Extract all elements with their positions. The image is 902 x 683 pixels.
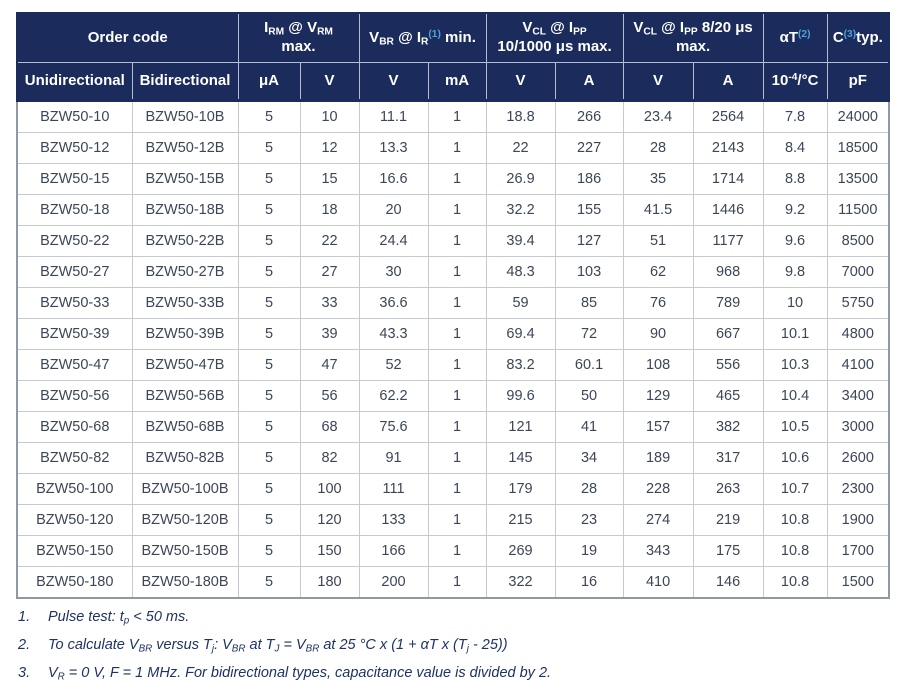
header-c-typ: C$^{(3)}$typ. [827,13,889,63]
value-cell: 27 [300,257,359,288]
value-cell: 5 [238,257,300,288]
value-cell: 91 [359,443,428,474]
table-row [17,567,889,599]
value-cell: 1 [428,195,486,226]
value-cell: 3400 [827,381,889,412]
value-cell: 11500 [827,195,889,226]
order-code-unidirectional: BZW50-27 [17,257,132,288]
table-row [17,288,889,319]
value-cell: 10 [300,101,359,133]
value-cell: 5 [238,195,300,226]
value-cell: 382 [693,412,763,443]
value-cell: 9.6 [763,226,827,257]
order-code-bidirectional: BZW50-56B [132,381,238,412]
order-code-bidirectional: BZW50-120B [132,505,238,536]
unit-milliamp: mA [428,63,486,101]
order-code-unidirectional: BZW50-15 [17,164,132,195]
value-cell: 36.6 [359,288,428,319]
value-cell: 8.8 [763,164,827,195]
value-cell: 41.5 [623,195,693,226]
value-cell: 26.9 [486,164,555,195]
value-cell: 13500 [827,164,889,195]
header-group-row [17,13,889,63]
value-cell: 28 [555,474,623,505]
unit-per-degc: $10^{-4}/^\circ C$ [763,63,827,101]
value-cell: 32.2 [486,195,555,226]
value-cell: 274 [623,505,693,536]
value-cell: 69.4 [486,319,555,350]
value-cell: 219 [693,505,763,536]
value-cell: 5 [238,133,300,164]
header-vcl-ipp-10-1000: $V_{CL}$ @ $I_{PP}$ 10/1000 μs max. [486,13,623,63]
value-cell: 1 [428,133,486,164]
value-cell: 556 [693,350,763,381]
header-irm-vrm-max: $I_{RM}$ @ $V_{RM}$ max. [238,13,359,63]
value-cell: 33 [300,288,359,319]
unit-volt-vbr: V [359,63,428,101]
value-cell: 5 [238,474,300,505]
value-cell: 1446 [693,195,763,226]
value-cell: 1 [428,257,486,288]
table-row [17,350,889,381]
order-code-bidirectional: BZW50-68B [132,412,238,443]
footnotes [18,607,888,683]
value-cell: 1714 [693,164,763,195]
value-cell: 9.8 [763,257,827,288]
value-cell: 1 [428,536,486,567]
value-cell: 39.4 [486,226,555,257]
value-cell: 5 [238,536,300,567]
order-code-bidirectional: BZW50-180B [132,567,238,599]
electrical-characteristics-table [16,12,890,599]
value-cell: 23 [555,505,623,536]
value-cell: 50 [555,381,623,412]
value-cell: 968 [693,257,763,288]
value-cell: 5 [238,164,300,195]
value-cell: 5 [238,350,300,381]
footnote-text: Pulse test: $t_p < 50$ ms. [48,609,190,627]
order-code-unidirectional: BZW50-18 [17,195,132,226]
value-cell: 99.6 [486,381,555,412]
value-cell: 5 [238,288,300,319]
value-cell: 1900 [827,505,889,536]
value-cell: 133 [359,505,428,536]
value-cell: 5 [238,505,300,536]
order-code-bidirectional: BZW50-27B [132,257,238,288]
value-cell: 9.2 [763,195,827,226]
value-cell: 108 [623,350,693,381]
value-cell: 5 [238,319,300,350]
order-code-unidirectional: BZW50-100 [17,474,132,505]
unit-volt-vrm: V [300,63,359,101]
value-cell: 1 [428,474,486,505]
order-code-unidirectional: BZW50-33 [17,288,132,319]
value-cell: 667 [693,319,763,350]
unit-amp-ipp1: A [555,63,623,101]
order-code-bidirectional: BZW50-150B [132,536,238,567]
value-cell: 47 [300,350,359,381]
table-row [17,133,889,164]
unit-microamp: μA [238,63,300,101]
value-cell: 1 [428,101,486,133]
value-cell: 317 [693,443,763,474]
value-cell: 10.3 [763,350,827,381]
value-cell: 189 [623,443,693,474]
value-cell: 1 [428,350,486,381]
value-cell: 4800 [827,319,889,350]
value-cell: 100 [300,474,359,505]
value-cell: 2564 [693,101,763,133]
value-cell: 127 [555,226,623,257]
value-cell: 465 [693,381,763,412]
value-cell: 83.2 [486,350,555,381]
value-cell: 10.5 [763,412,827,443]
header-unit-row [17,63,889,101]
value-cell: 12 [300,133,359,164]
value-cell: 85 [555,288,623,319]
value-cell: 60.1 [555,350,623,381]
value-cell: 90 [623,319,693,350]
value-cell: 227 [555,133,623,164]
value-cell: 215 [486,505,555,536]
header-order-code: Order code [17,13,238,63]
footnote-number: 2. [18,637,31,653]
value-cell: 410 [623,567,693,599]
order-code-unidirectional: BZW50-150 [17,536,132,567]
footnote-ref-link[interactable]: (1) [428,28,441,40]
value-cell: 5 [238,443,300,474]
value-cell: 41 [555,412,623,443]
order-code-unidirectional: BZW50-22 [17,226,132,257]
value-cell: 72 [555,319,623,350]
value-cell: 23.4 [623,101,693,133]
order-code-bidirectional: BZW50-33B [132,288,238,319]
table-row [17,412,889,443]
footnote-text: To calculate $V_{BR}$ versus $T_j$: $V_{BR}$ at $T_J = V_{BR}$ at 25 °C x (1 + αT x $(T_j - 25)$) [48,637,508,655]
value-cell: 18.8 [486,101,555,133]
order-code-bidirectional: BZW50-100B [132,474,238,505]
value-cell: 146 [693,567,763,599]
value-cell: 1 [428,567,486,599]
value-cell: 20 [359,195,428,226]
order-code-unidirectional: BZW50-39 [17,319,132,350]
value-cell: 52 [359,350,428,381]
table-row [17,319,889,350]
order-code-unidirectional: BZW50-120 [17,505,132,536]
value-cell: 13.3 [359,133,428,164]
value-cell: 111 [359,474,428,505]
value-cell: 10.7 [763,474,827,505]
header-alpha-t: αT$^{(2)}$ [763,13,827,63]
table-row [17,536,889,567]
value-cell: 1 [428,164,486,195]
value-cell: 155 [555,195,623,226]
value-cell: 1 [428,505,486,536]
value-cell: 24000 [827,101,889,133]
order-code-bidirectional: BZW50-39B [132,319,238,350]
value-cell: 10.8 [763,567,827,599]
table-body [17,101,889,599]
value-cell: 82 [300,443,359,474]
footnote-ref-link[interactable]: (3) [843,28,857,40]
value-cell: 1 [428,412,486,443]
table-row [17,381,889,412]
order-code-bidirectional: BZW50-82B [132,443,238,474]
order-code-bidirectional: BZW50-15B [132,164,238,195]
value-cell: 263 [693,474,763,505]
order-code-bidirectional: BZW50-18B [132,195,238,226]
value-cell: 18500 [827,133,889,164]
value-cell: 8.4 [763,133,827,164]
order-code-unidirectional: BZW50-82 [17,443,132,474]
value-cell: 4100 [827,350,889,381]
order-code-bidirectional: BZW50-10B [132,101,238,133]
unit-volt-vcl2: V [623,63,693,101]
value-cell: 179 [486,474,555,505]
order-code-unidirectional: BZW50-10 [17,101,132,133]
value-cell: 10.4 [763,381,827,412]
value-cell: 266 [555,101,623,133]
value-cell: 35 [623,164,693,195]
value-cell: 269 [486,536,555,567]
value-cell: 5 [238,101,300,133]
value-cell: 11.1 [359,101,428,133]
order-code-unidirectional: BZW50-68 [17,412,132,443]
table-header [17,13,889,101]
value-cell: 1500 [827,567,889,599]
header-vbr-ir-min: $V_{BR}$ @ $I_R^{(1)}$ min. [359,13,486,63]
header-bidirectional: Bidirectional [132,63,238,101]
value-cell: 10.1 [763,319,827,350]
value-cell: 15 [300,164,359,195]
value-cell: 7000 [827,257,889,288]
value-cell: 200 [359,567,428,599]
table-row [17,443,889,474]
unit-picofarad: pF [827,63,889,101]
value-cell: 56 [300,381,359,412]
value-cell: 322 [486,567,555,599]
value-cell: 157 [623,412,693,443]
header-vcl-ipp-8-20: $V_{CL}$ @ $I_{PP}$ 8/20 μs max. [623,13,763,63]
footnote-text: $V_R = 0$ V, F = 1 MHz. For bidirectional types, capacitance value is divided by 2. [48,665,552,683]
value-cell: 7.8 [763,101,827,133]
value-cell: 5 [238,412,300,443]
footnote-number: 3. [18,665,31,681]
value-cell: 8500 [827,226,889,257]
footnote-3 [18,663,888,683]
value-cell: 62.2 [359,381,428,412]
value-cell: 22 [300,226,359,257]
table-row [17,257,889,288]
value-cell: 5750 [827,288,889,319]
unit-amp-ipp2: A [693,63,763,101]
value-cell: 103 [555,257,623,288]
value-cell: 76 [623,288,693,319]
table-row [17,474,889,505]
table-row [17,101,889,133]
value-cell: 10 [763,288,827,319]
value-cell: 3000 [827,412,889,443]
value-cell: 39 [300,319,359,350]
value-cell: 2300 [827,474,889,505]
value-cell: 30 [359,257,428,288]
value-cell: 43.3 [359,319,428,350]
value-cell: 120 [300,505,359,536]
value-cell: 5 [238,226,300,257]
footnote-number: 1. [18,609,31,625]
value-cell: 175 [693,536,763,567]
unit-volt-vcl1: V [486,63,555,101]
value-cell: 129 [623,381,693,412]
value-cell: 75.6 [359,412,428,443]
value-cell: 10.8 [763,536,827,567]
value-cell: 145 [486,443,555,474]
value-cell: 1 [428,319,486,350]
table-row [17,164,889,195]
value-cell: 62 [623,257,693,288]
value-cell: 1 [428,288,486,319]
value-cell: 16 [555,567,623,599]
value-cell: 28 [623,133,693,164]
order-code-unidirectional: BZW50-47 [17,350,132,381]
value-cell: 16.6 [359,164,428,195]
table-row [17,226,889,257]
value-cell: 2600 [827,443,889,474]
value-cell: 68 [300,412,359,443]
order-code-bidirectional: BZW50-12B [132,133,238,164]
value-cell: 1 [428,443,486,474]
value-cell: 2143 [693,133,763,164]
table-row [17,505,889,536]
value-cell: 150 [300,536,359,567]
value-cell: 51 [623,226,693,257]
value-cell: 121 [486,412,555,443]
value-cell: 34 [555,443,623,474]
value-cell: 789 [693,288,763,319]
value-cell: 48.3 [486,257,555,288]
footnote-ref-link[interactable]: (2) [798,28,811,40]
value-cell: 19 [555,536,623,567]
footnote-2 [18,635,888,655]
order-code-bidirectional: BZW50-47B [132,350,238,381]
value-cell: 1 [428,381,486,412]
order-code-unidirectional: BZW50-180 [17,567,132,599]
value-cell: 1177 [693,226,763,257]
value-cell: 180 [300,567,359,599]
value-cell: 166 [359,536,428,567]
value-cell: 343 [623,536,693,567]
order-code-unidirectional: BZW50-56 [17,381,132,412]
value-cell: 228 [623,474,693,505]
value-cell: 1700 [827,536,889,567]
value-cell: 22 [486,133,555,164]
order-code-bidirectional: BZW50-22B [132,226,238,257]
value-cell: 18 [300,195,359,226]
header-unidirectional: Unidirectional [17,63,132,101]
value-cell: 5 [238,381,300,412]
value-cell: 24.4 [359,226,428,257]
value-cell: 186 [555,164,623,195]
value-cell: 1 [428,226,486,257]
value-cell: 10.6 [763,443,827,474]
value-cell: 10.8 [763,505,827,536]
footnote-1 [18,607,888,627]
order-code-unidirectional: BZW50-12 [17,133,132,164]
value-cell: 5 [238,567,300,599]
table-row [17,195,889,226]
value-cell: 59 [486,288,555,319]
